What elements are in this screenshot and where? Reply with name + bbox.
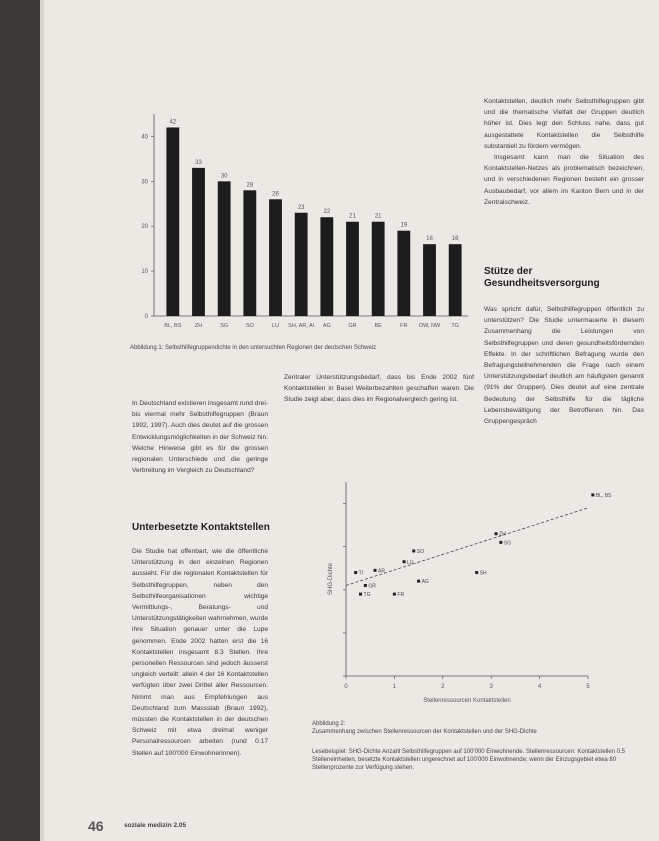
category-label: LU [271, 323, 280, 329]
data-point [393, 593, 396, 596]
figure2-caption [312, 720, 632, 736]
paragraph: Die Studie hat offenbart, wie die öffentliche Unterstützung in den einzelnen Regionen aussieht. Für die regionalen Kontaktstellen für Selbsthilfegruppen, neben den Selbsthilfeorganisationen wichtige Vermittlungs-, Beratungs- und Unterstützungstätigkeiten wahrnehmen, wurde ihre Situation genauer unter die Lupe genommen. Ende 2002 hatten erst die 16 Kontaktstellen insgesamt 8.3 Stellen. Ihre personellen Ressourcen sind jedoch äusserst ungleich verteilt: allein 4 der 16 Kontaktstellen verfügten über zwei Drittel aller Ressourcen. Nimmt man aus Empfehlungen aus Deutschland zum Massstab (Braun 1992), müssten die Kontaktstellen in der deutschen Schweiz mit etwa dreimal weniger Personalressourcen arbeiten (rund 0.17 Stellen auf 100'000 Einwohnerinnen). [132, 548, 268, 757]
bar-value-label: 16 [426, 236, 433, 243]
bar [269, 199, 282, 316]
point-label: AR [378, 568, 385, 575]
journal-name: soziale medizin 2.05 [124, 822, 187, 829]
data-point [374, 569, 377, 572]
category-label: SO [245, 323, 254, 329]
x-tick-label: 2 [441, 684, 445, 690]
y-tick-label: 10 [141, 269, 148, 276]
y-tick-label: 20 [141, 224, 148, 231]
category-label: AG [322, 323, 331, 329]
x-tick-label: 3 [489, 684, 493, 690]
bar-value-label: 33 [195, 159, 202, 166]
category-label: BL, BS [164, 323, 182, 329]
page-number: 46 [88, 818, 104, 834]
scatter-chart [318, 476, 612, 714]
category-label: GR [348, 323, 357, 329]
figure2-label: Abbildung 2: [312, 721, 346, 727]
paragraph: In Deutschland existieren insgesamt rund drei- bis viermal mehr Selbsthilfegruppen (Braun 1992, 1997). Auch dies deutet auf die grossen Entwicklungsmöglichkeiten in der Schweiz hin. Welche Hinweise gibt es für die grossen regionalen Unterschiede und die geringe Verbreitung im Vergleich zu Deutschland? [132, 400, 268, 475]
y-tick-label: 40 [141, 134, 148, 141]
data-point [354, 571, 357, 574]
data-point [364, 584, 367, 587]
left-column-paragraph [132, 398, 268, 476]
bar [166, 127, 179, 316]
paragraph: Zentraler Unterstützungsbedarf, dass bis Ende 2002 fünf Kontaktstellen in Basel Weiterbezahlten geschaffen waren. Die Studie zeigt aber, dass dies im Regionalvergleich gering ist. [284, 374, 474, 404]
point-label: GR [368, 583, 376, 590]
data-point [499, 541, 502, 544]
bar [320, 217, 333, 316]
x-axis-label: Stellenressourcen Kontaktstellen [423, 698, 511, 704]
data-point [417, 580, 420, 583]
bar-value-label: 28 [246, 182, 254, 189]
paragraph: Insgesamt kann man die Situation des Kontaktstellen-Netzes als problematisch bezeichnen, und in verschiedenen Regionen besteht ein grosser Ausbaubedarf, vor allem im Kanton Bern und in der Zentralschweiz. [484, 154, 644, 206]
category-label: SG [220, 323, 229, 329]
category-label: TG [451, 323, 459, 329]
bar-value-label: 26 [272, 191, 279, 198]
category-label: BE [374, 323, 382, 329]
bar-value-label: 23 [297, 204, 305, 211]
section-heading-gesundheitsversorgung: Stütze der Gesundheitsversorgung [484, 266, 600, 289]
bar [346, 222, 359, 316]
bar [192, 168, 205, 316]
bar-value-label: 21 [349, 213, 356, 220]
data-point [475, 571, 478, 574]
paragraph: Kontaktstellen, deutlich mehr Selbsthilfegruppen gibt und die thematische Vielfalt der Gruppen deutlich höher ist. Dies legt den Schluss nahe, dass gut ausgestattete Kontaktstellen die Selbsthilfe substantiell zu fördern vermögen. [484, 98, 644, 150]
point-label: TI [358, 570, 364, 577]
data-point [591, 493, 594, 496]
bar [397, 231, 410, 316]
y-tick-label: 0 [144, 314, 148, 320]
point-label: SH [479, 570, 487, 577]
bar [243, 190, 256, 316]
point-label: LU [407, 559, 414, 566]
bar-chart [128, 106, 473, 338]
point-label: SO [416, 548, 424, 555]
data-point [403, 560, 406, 563]
bar-value-label: 21 [374, 213, 382, 220]
bar [449, 244, 462, 316]
bar-value-label: 22 [323, 209, 331, 216]
figure1-caption: Abbildung 1: Selbsthilfegruppendichte in den untersuchten Regionen der deutschen Schweiz [130, 345, 377, 351]
left-column-body [132, 546, 268, 759]
category-label: FR [400, 323, 408, 329]
category-label: ZH [194, 323, 203, 329]
bar [423, 244, 436, 316]
category-label: SH, AR, AI [288, 323, 315, 329]
data-point [359, 593, 362, 596]
point-label: ZH [499, 531, 506, 538]
right-column-bottom [484, 304, 644, 427]
x-tick-label: 1 [392, 684, 397, 690]
x-tick-label: 0 [344, 684, 348, 690]
bar-value-label: 16 [451, 236, 459, 243]
point-label: AG [421, 579, 429, 586]
middle-column-paragraph [284, 372, 474, 406]
point-label: FR [397, 592, 405, 599]
y-tick-label: 30 [141, 179, 148, 186]
bar [372, 222, 385, 316]
bar-value-label: 30 [220, 173, 228, 180]
x-tick-label: 4 [537, 684, 542, 690]
category-label: OW, NW [418, 323, 441, 329]
data-point [412, 549, 415, 552]
y-axis-label: SHG-Dichte [328, 562, 334, 596]
bar-value-label: 19 [400, 222, 408, 229]
bar-value-label: 42 [169, 119, 177, 126]
bar [295, 213, 308, 316]
paragraph: Was spricht dafür, Selbsthilfegruppen öffentlich zu unterstützen? Die Studie untermauerte in diesem Zusammenhang die Leistungen von Selbsthilfegruppen und deren gesundheitsfördernden Effekte. In der schriftlichen Befragung wurde den Befragungsteilnehmenden die Frage nach einem Unterstützungsbedarf deutlich am häufigsten genannt (91% der Gruppen). Dies deutet auf eine zentrale Bedeutung der Selbsthilfe für die tägliche Lebensbewältigung der Betroffenen hin. Das Gruppengespräch [484, 306, 644, 426]
right-column-top [484, 96, 644, 208]
section-heading-kontaktstellen: Unterbesetzte Kontaktstellen [132, 522, 270, 533]
point-label: BL, BS [595, 492, 612, 499]
point-label: TG [363, 592, 371, 599]
point-label: SG [503, 540, 512, 547]
data-point [495, 532, 498, 535]
bar [218, 181, 231, 316]
figure2-note: Lesebeispiel: SHG-Dichte Anzahl Selbsthilfegruppen auf 100'000 Einwohnende. Stellenressourcen: Kontaktstellen 0.5 Stelleneinheiten, besetzte Kontaktstellen ungerechnet auf 100'000 Einwohnende; wenn der Einzugsgebiet etwa 80 Stellenprozente zur Verfügung stehen. [312, 749, 626, 771]
figure2-text: Zusammenhang zwischen Stellenressourcen der Kontaktstellen und der SHG-Dichte [312, 729, 537, 735]
x-tick-label: 5 [586, 684, 590, 690]
